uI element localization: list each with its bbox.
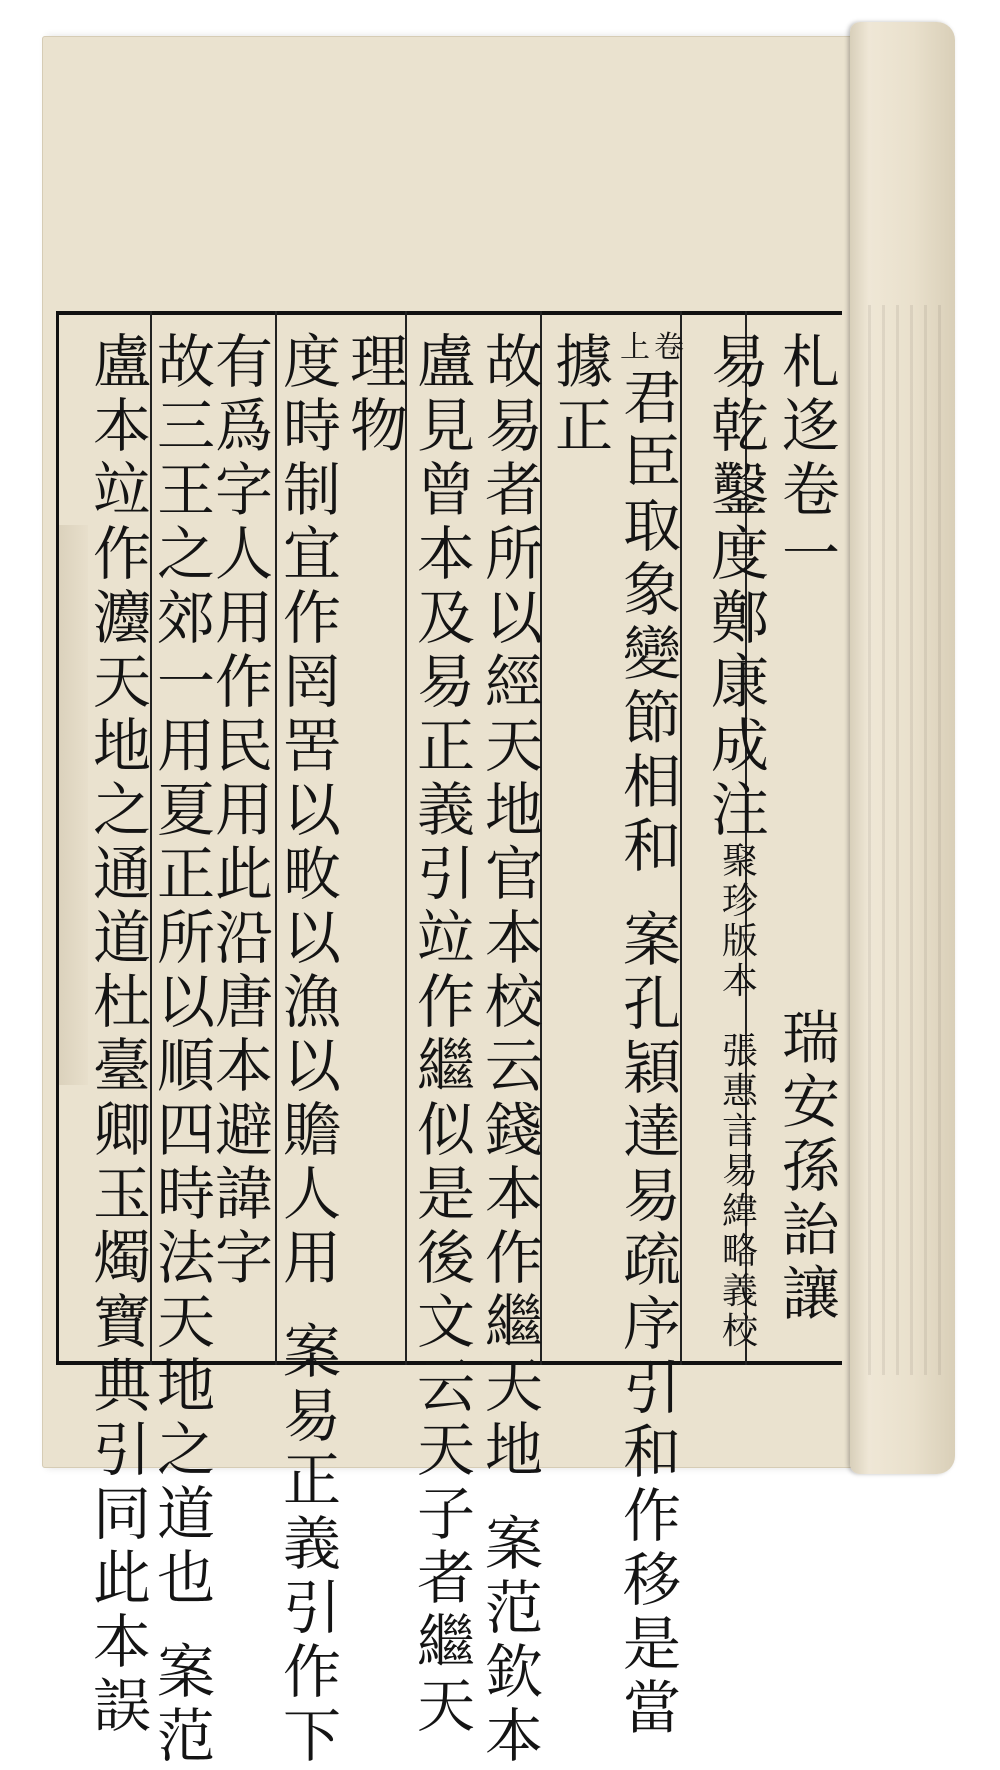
text-character: 案 [622, 906, 681, 974]
text-character: 有 [214, 328, 273, 396]
text-character: 罟 [282, 712, 341, 780]
text-character: 四 [156, 1096, 215, 1164]
text-character: 引 [282, 1574, 341, 1642]
text-character: 似 [416, 1096, 475, 1164]
text-character: 和 [622, 812, 681, 880]
text-column-4 [550, 330, 618, 458]
text-character: 欽 [484, 1638, 543, 1706]
text-character: 盧 [92, 328, 151, 396]
annotation-character: 張 [721, 1031, 758, 1072]
text-character: 瑞 [781, 1004, 840, 1072]
text-character: 之 [92, 776, 151, 844]
text-character: 玉 [92, 1160, 151, 1228]
text-character: 序 [622, 1290, 681, 1358]
text-character: 地 [92, 712, 151, 780]
text-character: 典 [92, 1352, 151, 1420]
text-character: 達 [622, 1098, 681, 1166]
text-character: 和 [622, 1418, 681, 1486]
text-character: 諱 [214, 1160, 273, 1228]
text-character: 錢 [484, 1096, 543, 1164]
text-character: 地 [484, 776, 543, 844]
text-character: 經 [484, 648, 543, 716]
text-character: 鄭 [710, 584, 769, 652]
text-character: 范 [484, 1574, 543, 1642]
text-character: 者 [416, 1544, 475, 1612]
text-character: 盧 [416, 328, 475, 396]
text-character: 作 [282, 1638, 341, 1706]
text-character: 繼 [416, 1608, 475, 1676]
text-character: 作 [484, 1224, 543, 1292]
text-character: 正 [282, 1446, 341, 1514]
bleed-through-text [868, 305, 943, 1375]
text-character: 本 [416, 520, 475, 588]
text-character: 之 [156, 520, 215, 588]
annotation-character: 聚 [721, 841, 758, 882]
text-character: 是 [416, 1160, 475, 1228]
text-character: 作 [622, 1482, 681, 1550]
annotation-character: 義 [721, 1271, 758, 1312]
text-character: 天 [484, 712, 543, 780]
annotation-character: 言 [721, 1111, 758, 1152]
text-character: 時 [156, 1160, 215, 1228]
text-character: 穎 [622, 1034, 681, 1102]
text-character: 據 [554, 328, 613, 396]
text-column-9 [210, 330, 278, 1290]
text-character: 竝 [92, 456, 151, 524]
text-character: 唐 [214, 968, 273, 1036]
text-character: 所 [156, 904, 215, 972]
text-character: 用 [214, 584, 273, 652]
note-character: 卷 [654, 330, 684, 365]
text-character: 義 [282, 1510, 341, 1578]
annotation-character: 本 [721, 961, 758, 1002]
text-character: 道 [156, 1480, 215, 1548]
text-character: 案 [484, 1510, 543, 1578]
text-character: 孔 [622, 970, 681, 1038]
text-character: 理 [349, 328, 408, 396]
text-character: 以 [282, 776, 341, 844]
note-character: 上 [620, 330, 650, 365]
text-character: 札 [781, 328, 840, 396]
text-character: 人 [282, 1160, 341, 1228]
text-character: 作 [282, 584, 341, 652]
text-character: 繼 [484, 1288, 543, 1356]
text-character: 案 [282, 1318, 341, 1386]
text-column-3 [618, 330, 686, 1740]
text-character: 通 [92, 840, 151, 908]
text-character: 避 [214, 1096, 273, 1164]
text-character: 物 [349, 392, 408, 460]
text-character: 贍 [282, 1096, 341, 1164]
text-character: 此 [214, 840, 273, 908]
text-character: 卿 [92, 1096, 151, 1164]
text-character: 罔 [282, 648, 341, 716]
double-line-note [618, 330, 686, 366]
text-character: 鑿 [710, 456, 769, 524]
text-character: 官 [484, 840, 543, 908]
annotation-character: 略 [721, 1231, 758, 1272]
text-character: 迻 [781, 392, 840, 460]
text-character: 疏 [622, 1226, 681, 1294]
text-character: 天 [416, 1672, 475, 1740]
text-character: 取 [622, 492, 681, 560]
annotation-character: 緯 [721, 1191, 758, 1232]
text-column-2 [706, 330, 774, 1352]
text-character: 一 [156, 648, 215, 716]
text-character: 作 [416, 968, 475, 1036]
text-character: 順 [156, 1032, 215, 1100]
text-character: 乾 [710, 392, 769, 460]
text-character: 後 [416, 1224, 475, 1292]
text-character: 范 [156, 1702, 215, 1770]
text-character: 是 [622, 1610, 681, 1678]
text-character: 云 [484, 1032, 543, 1100]
text-character: 民 [214, 712, 273, 780]
text-character: 之 [156, 1416, 215, 1484]
text-character: 用 [282, 1224, 341, 1292]
annotation-character: 惠 [721, 1071, 758, 1112]
text-character: 正 [156, 840, 215, 908]
text-character: 以 [484, 584, 543, 652]
text-character: 杜 [92, 968, 151, 1036]
text-character: 注 [710, 776, 769, 844]
text-character: 道 [92, 904, 151, 972]
text-character: 子 [416, 1480, 475, 1548]
text-character: 竝 [416, 904, 475, 972]
text-character: 畋 [282, 840, 341, 908]
text-character: 沿 [214, 904, 273, 972]
text-column-1 [777, 330, 845, 1326]
text-character: 故 [484, 328, 543, 396]
text-character: 法 [156, 1224, 215, 1292]
text-character: 地 [484, 1416, 543, 1484]
text-character: 云 [416, 1352, 475, 1420]
text-character: 曾 [416, 456, 475, 524]
text-character: 變 [622, 620, 681, 688]
text-character: 下 [282, 1702, 341, 1770]
text-character: 見 [416, 392, 475, 460]
text-character: 地 [156, 1352, 215, 1420]
annotation-character: 版 [721, 921, 758, 962]
text-character: 移 [622, 1546, 681, 1614]
text-character: 夏 [156, 776, 215, 844]
text-character: 卷 [781, 456, 840, 524]
text-character: 以 [282, 904, 341, 972]
text-character: 以 [282, 1032, 341, 1100]
text-character: 同 [92, 1480, 151, 1548]
text-character: 郊 [156, 584, 215, 652]
text-character: 引 [416, 840, 475, 908]
text-character: 作 [92, 520, 151, 588]
text-character: 度 [282, 328, 341, 396]
text-character: 灋 [92, 584, 151, 652]
text-character: 三 [156, 392, 215, 460]
text-character: 制 [282, 456, 341, 524]
text-character: 易 [416, 648, 475, 716]
text-character: 時 [282, 392, 341, 460]
text-column-5 [480, 330, 548, 1768]
text-column-7 [345, 330, 413, 458]
text-character: 成 [710, 712, 769, 780]
text-character: 者 [484, 456, 543, 524]
text-character: 詒 [781, 1196, 840, 1264]
text-character: 寶 [92, 1288, 151, 1356]
text-column-6 [412, 330, 480, 1738]
text-character: 作 [214, 648, 273, 716]
text-character: 天 [156, 1288, 215, 1356]
text-character: 天 [416, 1416, 475, 1484]
text-character: 天 [92, 648, 151, 716]
text-character: 本 [92, 392, 151, 460]
text-character: 孫 [781, 1132, 840, 1200]
text-character: 當 [622, 1674, 681, 1742]
text-character: 臺 [92, 1032, 151, 1100]
text-character: 節 [622, 684, 681, 752]
text-character: 本 [484, 904, 543, 972]
text-character: 天 [484, 1352, 543, 1420]
text-character: 易 [282, 1382, 341, 1450]
text-character: 臣 [622, 428, 681, 496]
text-character: 此 [92, 1544, 151, 1612]
annotation-character: 校 [721, 1311, 758, 1352]
text-character: 王 [156, 456, 215, 524]
text-character: 字 [214, 456, 273, 524]
text-character: 安 [781, 1068, 840, 1136]
text-character: 漁 [282, 968, 341, 1036]
text-character: 義 [416, 776, 475, 844]
text-character: 正 [416, 712, 475, 780]
text-character: 字 [214, 1224, 273, 1292]
annotation-character: 珍 [721, 881, 758, 922]
text-character: 康 [710, 648, 769, 716]
text-character: 易 [710, 328, 769, 396]
text-character: 人 [214, 520, 273, 588]
text-character: 爲 [214, 392, 273, 460]
text-character: 象 [622, 556, 681, 624]
text-character: 度 [710, 520, 769, 588]
text-character: 案 [156, 1638, 215, 1706]
text-character: 及 [416, 584, 475, 652]
text-character: 燭 [92, 1224, 151, 1292]
text-character: 一 [781, 520, 840, 588]
column-rule [405, 311, 407, 1365]
text-character: 誤 [92, 1672, 151, 1740]
text-character: 故 [156, 328, 215, 396]
text-character: 易 [484, 392, 543, 460]
annotation-character: 易 [721, 1151, 758, 1192]
text-character: 本 [92, 1608, 151, 1676]
text-character: 讓 [781, 1260, 840, 1328]
text-character: 相 [622, 748, 681, 816]
text-character: 所 [484, 520, 543, 588]
text-character: 易 [622, 1162, 681, 1230]
text-column-10 [152, 330, 220, 1768]
text-character: 正 [554, 392, 613, 460]
text-character: 用 [214, 776, 273, 844]
text-character: 本 [214, 1032, 273, 1100]
text-character: 以 [156, 968, 215, 1036]
text-character: 繼 [416, 1032, 475, 1100]
text-character: 君 [622, 364, 681, 432]
text-character: 引 [92, 1416, 151, 1484]
text-character: 用 [156, 712, 215, 780]
text-character: 宜 [282, 520, 341, 588]
text-character: 也 [156, 1544, 215, 1612]
text-character: 文 [416, 1288, 475, 1356]
text-character: 本 [484, 1702, 543, 1770]
text-character: 引 [622, 1354, 681, 1422]
text-column-11 [88, 330, 156, 1738]
text-character: 校 [484, 968, 543, 1036]
text-column-8 [278, 330, 346, 1768]
text-character: 本 [484, 1160, 543, 1228]
